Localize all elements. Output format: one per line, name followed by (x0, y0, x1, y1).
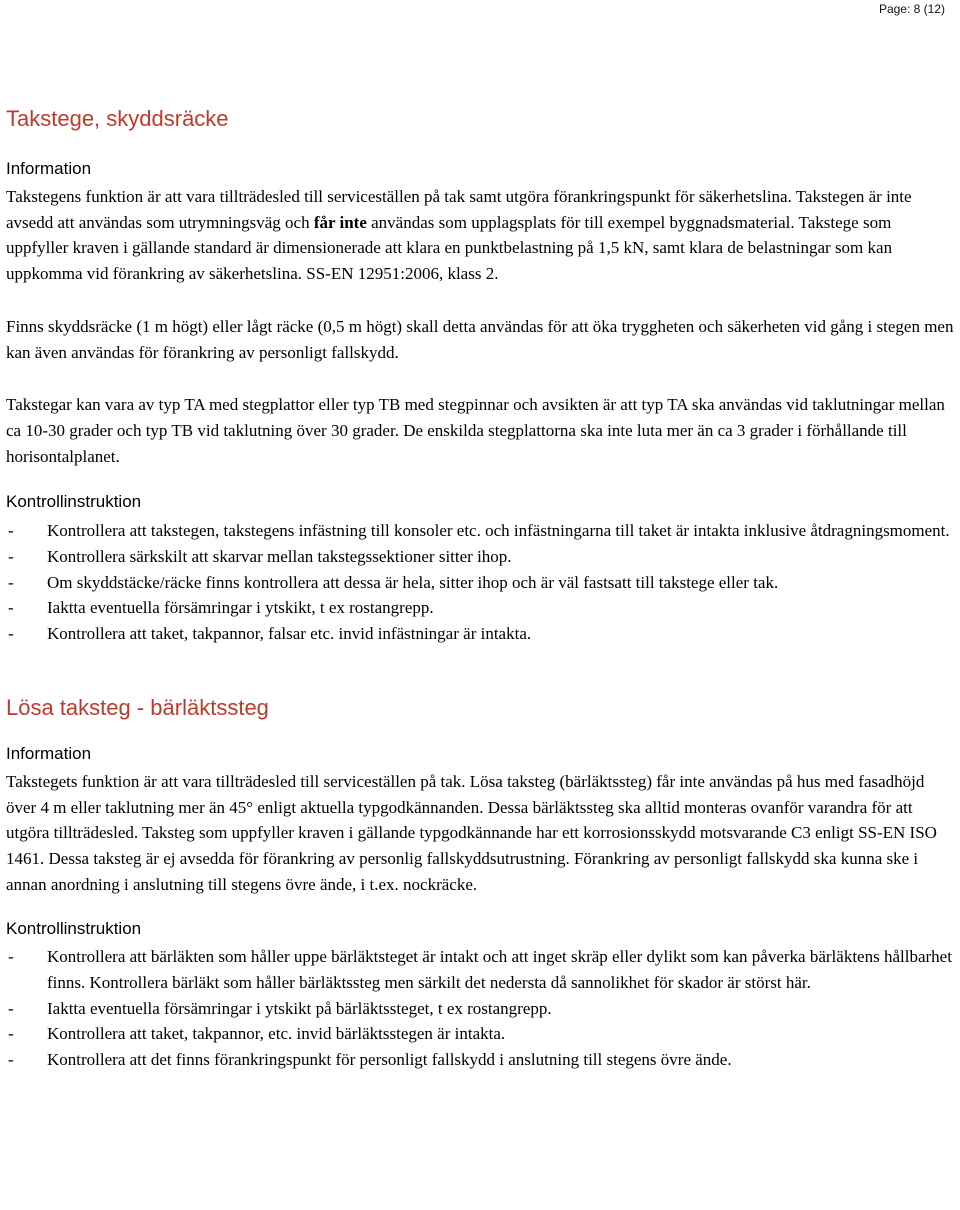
bullet-dash: - (8, 598, 14, 618)
bullet-dash: - (8, 547, 14, 567)
info-paragraph: Takstegets funktion är att vara tillträdesled till serviceställen på tak. Lösa taksteg (bärläktssteg) får inte användas på hus med fasadhöjd över 4 m eller taklutning mer än 45° enligt aktuella typgodkännanden. Dessa bärläktssteg ska alltid monteras ovanför varandra för att utgöra tillträdesled. Taksteg som uppfyller kraven i gällande typgodkännande har ett korrosionsskydd motsvarande C3 enligt SS-EN ISO 1461. Dessa taksteg är ej avsedda för förankring av personlig fallskyddsutrustning. Förankring av personligt fallskydd ska kunna ske i annan anordning i anslutning till stegens övre ände, i t.ex. nockräcke. (6, 771, 937, 894)
list-item-text: Iaktta eventuella försämringar i ytskikt på bärläktssteget, t ex rostangrepp. (47, 998, 552, 1018)
list-item (6, 518, 956, 544)
list-item (6, 1047, 956, 1073)
list-item-text: Om skyddstäcke/räcke finns kontrollera att dessa är hela, sitter ihop och är väl fastsatt till takstege eller tak. (47, 572, 779, 592)
info-paragraph-2: Finns skyddsräcke (1 m högt) eller lågt räcke (0,5 m högt) skall detta användas för att öka tryggheten och säkerheten vid gång i stegen men kan även användas för förankring av personligt fallskydd. (6, 316, 954, 362)
text-span: användas som upplagsplats för till exempel byggnadsmaterial. Takstege som uppfyller kraven i gällande standard är dimensionerade att klara en punktbelastning på 1,5 kN, samt klara de belastningar som kan uppkomma vid förankring av säkerhetslina. SS-EN 12951:2006, klass 2. (6, 212, 893, 284)
info-heading: Information (6, 743, 92, 763)
section-title: Takstege, skyddsräcke (6, 106, 229, 131)
section-title: Lösa taksteg - bärläktssteg (6, 694, 269, 720)
list-item (6, 996, 956, 1022)
section-takstege (6, 104, 956, 647)
info-heading: Information (6, 159, 92, 178)
list-item (6, 544, 956, 570)
info-paragraph-3: Takstegar kan vara av typ TA med stegplattor eller typ TB med stegpinnar och avsikten är att typ TA ska användas vid taklutningar mellan ca 10-30 grader och typ TB vid taklutning över 30 grader. De enskilda stegplattorna ska inte luta mer än ca 3 grader i förhållande till horisontalplanet. (6, 395, 945, 466)
list-item (6, 621, 956, 647)
section-losa-taksteg (6, 693, 956, 1073)
document-body (6, 104, 956, 1073)
bullet-dash: - (8, 947, 14, 967)
info-paragraph-1 (6, 184, 956, 287)
bullet-dash: - (8, 521, 14, 541)
list-item (6, 595, 956, 621)
bullet-dash: - (8, 572, 14, 592)
control-list (6, 944, 956, 1073)
list-item (6, 944, 956, 995)
list-item-text: Kontrollera att takstegen, takstegens infästning till konsoler etc. och infästningarna till taket är intakta inklusive åtdragningsmoment. (47, 521, 950, 541)
text-span: Takstegens funktion är att vara tillträdesled till serviceställen på tak samt utgöra förankringspunkt för säkerhetslina. Takstegen är inte avsedd att användas som utrymningsväg och (6, 187, 912, 232)
list-item (6, 1021, 956, 1047)
list-item-text: Kontrollera att taket, takpannor, etc. invid bärläktsstegen är intakta. (47, 1024, 506, 1044)
page-number: Page: 8 (12) (878, 2, 945, 16)
bullet-dash: - (8, 1024, 14, 1044)
bullet-dash: - (8, 624, 14, 644)
control-heading: Kontrollinstruktion (6, 919, 142, 939)
bold-span: får inte (313, 212, 367, 232)
list-item-text: Kontrollera att det finns förankringspunkt för personligt fallskydd i anslutning till stegens övre ände. (47, 1050, 732, 1070)
list-item-text: Iaktta eventuella försämringar i ytskikt, t ex rostangrepp. (47, 598, 434, 618)
control-list (6, 518, 956, 647)
list-item (6, 570, 956, 596)
bullet-dash: - (8, 998, 14, 1018)
list-item-text: Kontrollera att taket, takpannor, falsar etc. invid infästningar är intakta. (47, 624, 532, 644)
bullet-dash: - (8, 1050, 14, 1070)
list-item-text: Kontrollera att bärläkten som håller uppe bärläktsteget är intakt och att inget skräp eller dylikt som kan påverka bärläktens hållbarhet finns. Kontrollera bärläkt som håller bärläktssteg men särkilt det nedersta då sannolikhet för skador är störst här. (47, 947, 952, 993)
list-item-text: Kontrollera särkskilt att skarvar mellan takstegssektioner sitter ihop. (47, 547, 512, 567)
control-heading: Kontrollinstruktion (6, 492, 142, 512)
